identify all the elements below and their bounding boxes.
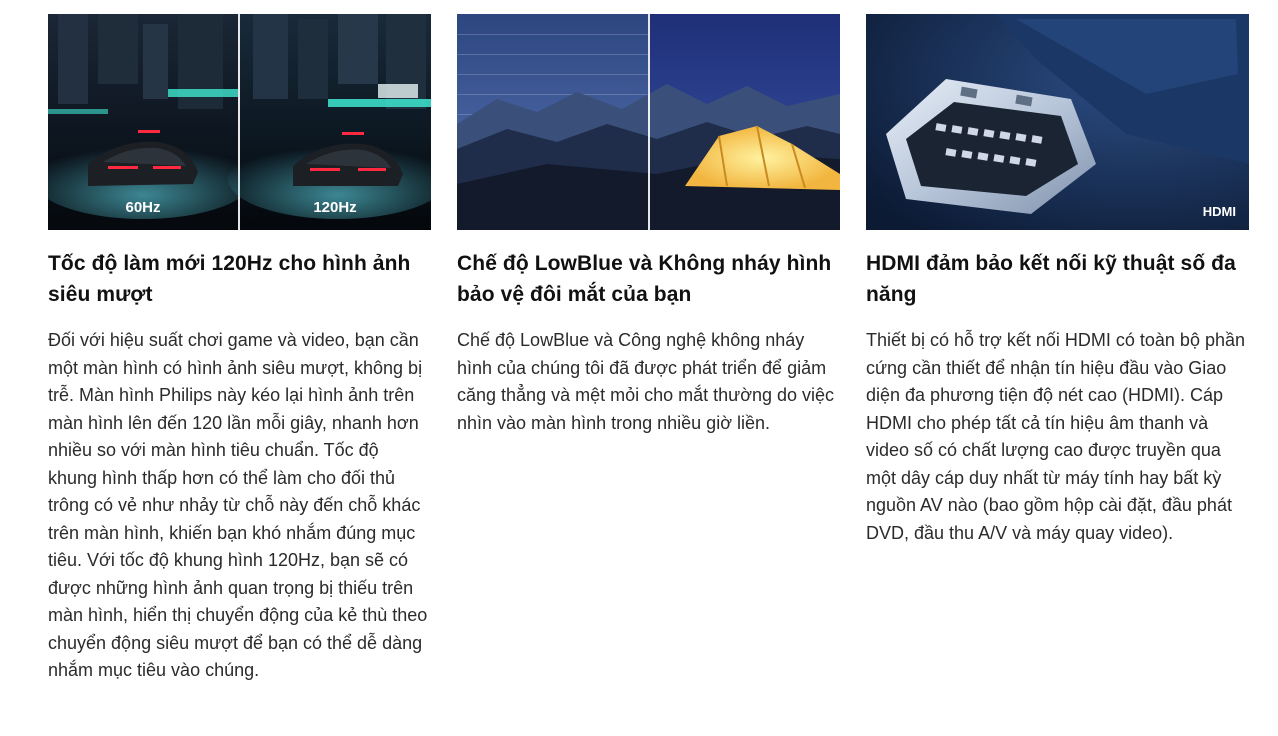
feature-card-hdmi (866, 14, 1249, 685)
feature-card-lowblue (457, 14, 840, 685)
feature-description: Chế độ LowBlue và Công nghệ không nháy hình của chúng tôi đã được phát triển để giảm căng thẳng và mệt mỏi cho mắt thường do việc nhìn vào màn hình trong nhiều giờ liền. (457, 330, 835, 433)
left-refresh-label: 60Hz (125, 199, 161, 216)
refresh-rate-comparison-image (48, 14, 431, 230)
feature-title: Tốc độ làm mới 120Hz cho hình ảnh siêu mượt (48, 252, 411, 306)
lowblue-comparison-image (457, 14, 840, 230)
right-refresh-label: 120Hz (313, 199, 357, 216)
hdmi-label: HDMI (1202, 204, 1236, 219)
feature-title: Chế độ LowBlue và Không nháy hình bảo vệ đôi mắt của bạn (457, 252, 832, 306)
feature-description: Thiết bị có hỗ trợ kết nối HDMI có toàn bộ phần cứng cần thiết để nhận tín hiệu đầu vào Giao diện đa phương tiện độ nét cao (HDMI). Cáp HDMI cho phép tất cả tín hiệu âm thanh và video số có chất lượng cao được truyền qua một dây cáp duy nhất từ máy tính hay bất kỳ nguồn AV nào (bao gồm hộp cài đặt, đầu phát DVD, đầu thu A/V và máy quay video). (866, 330, 1246, 543)
feature-grid (48, 14, 1248, 685)
hdmi-connector-image (866, 14, 1249, 230)
feature-card-refresh-rate (48, 14, 431, 685)
feature-title: HDMI đảm bảo kết nối kỹ thuật số đa năng (866, 252, 1236, 306)
feature-description: Đối với hiệu suất chơi game và video, bạn cần một màn hình có hình ảnh siêu mượt, không bị trễ. Màn hình Philips này kéo lại hình ảnh trên màn hình lên đến 120 lần mỗi giây, nhanh hơn nhiều so với màn hình tiêu chuẩn. Tốc độ khung hình thấp hơn có thể làm cho đối thủ trông có vẻ như nhảy từ chỗ này đến chỗ khác trên màn hình, khiến bạn khó nhắm đúng mục tiêu. Với tốc độ khung hình 120Hz, bạn sẽ có được những hình ảnh quan trọng bị thiếu trên màn hình, hiển thị chuyển động của kẻ thù theo chuyển động siêu mượt để bạn có thể dễ dàng nhắm mục tiêu vào chúng. (48, 330, 428, 680)
